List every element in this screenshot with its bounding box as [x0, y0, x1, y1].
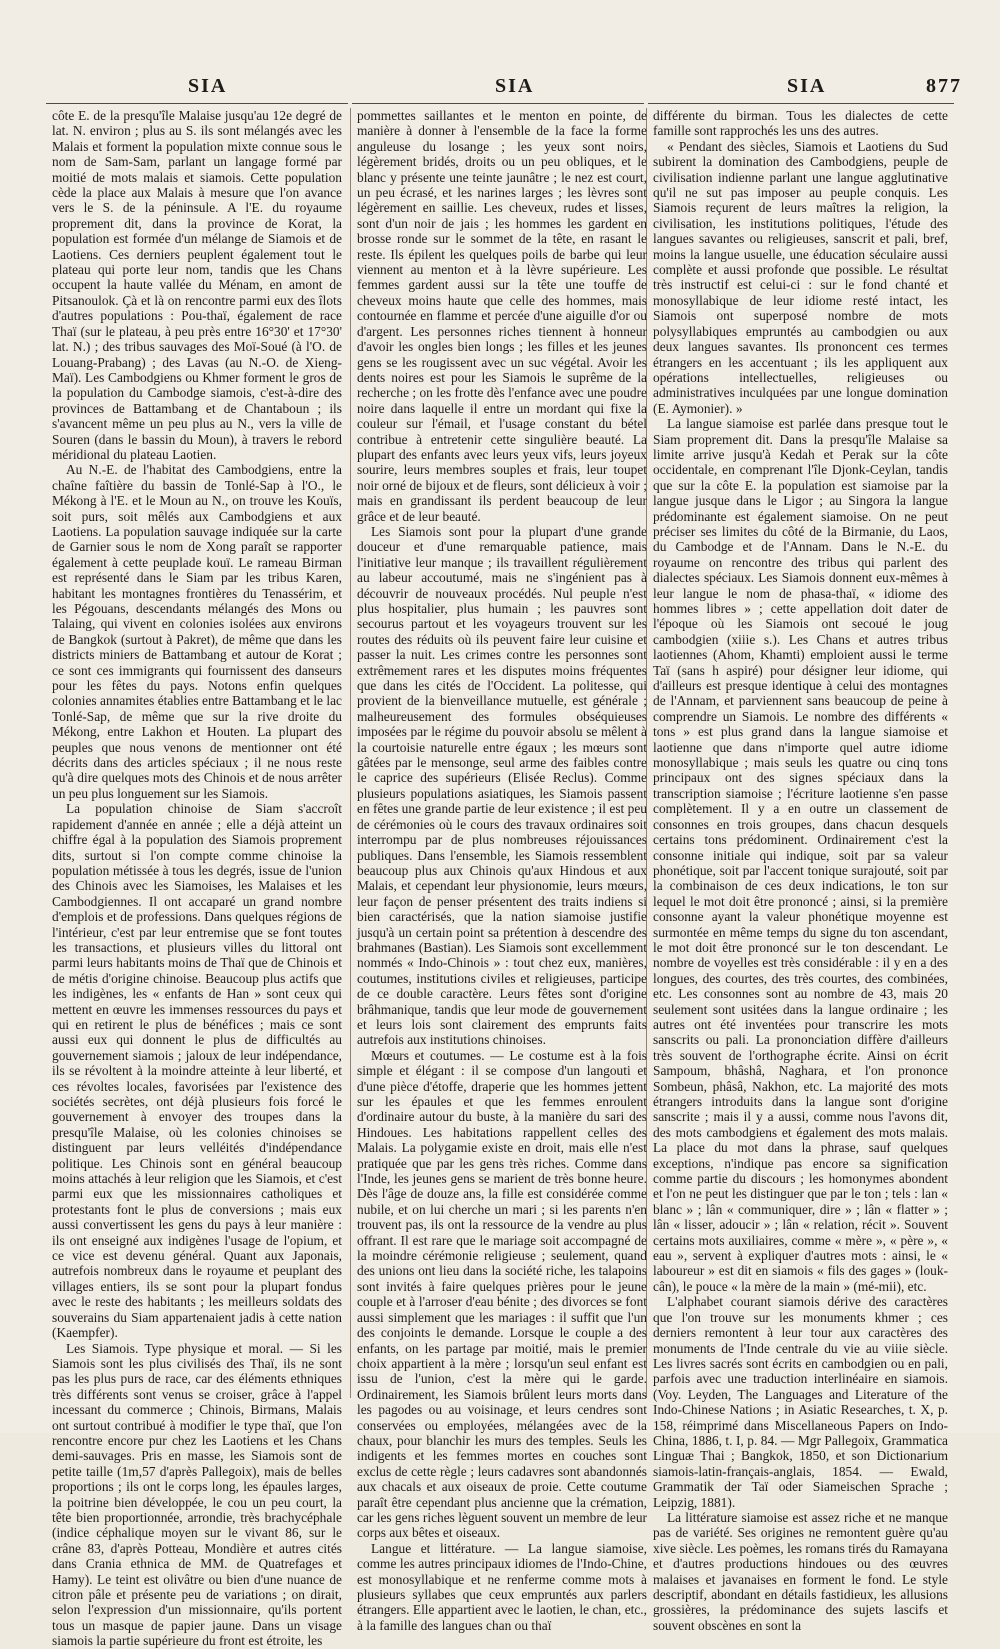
paragraph: côte E. de la presqu'île Malaise jusqu'au 12e degré de lat. N. environ ; plus au S. ils sont mélangés avec les Malais et forment la population mixte connue sous le nom de Sam-Sam, parlant un langage formé par moitié de mots malais et siamois. Cette population cède la place aux Malais à mesure que l'on avance vers le S. de la péninsule. A l'E. du royaume proprement dit, dans la province de Korat, la population est formée d'un mélange de Siamois et de Laotiens. Ces derniers peuplent également tout le plateau qui porte leur nom, tandis que les Chans occupent la haute vallée du Ménam, en amont de Pitsanoulok. Çà et là on rencontre parmi eux des îlots d'autres populations : Pou-thaï, également de race Thaï (sur le plateau, à peu près entre 16°30' et 17°30' lat. N.) ; des tribus sauvages des Moï-Soué (à l'O. de Louang-Prabang) ; des Lavas (au N.-O. de Xieng-Maï). Les Cambodgiens ou Khmer forment le gros de la population du Cambodge siamois, c'est-à-dire des provinces de Battambang et de Chantaboun ; ils s'avancent même un peu plus au N., vers la ville de Souren (dans le bassin du Moun), à travers le rebord méridional du plateau Laotien. [52, 108, 342, 462]
header-left: SIA [188, 75, 228, 97]
text-column-left [52, 108, 342, 1649]
paragraph: Mœurs et coutumes. — Le costume est à la fois simple et élégant : il se compose d'un langouti et d'une pièce d'étoffe, draperie que les hommes jettent sur les épaules et que les femmes enroulent d'ordinaire autour du buste, à la manière du sari des Hindoues. Les habitations rappellent celles des Malais. La polygamie existe en droit, mais elle n'est pratiquée que par les gens très riches. Comme dans l'Inde, les jeunes gens se marient de très bonne heure. Dès l'âge de douze ans, la fille est considérée comme nubile, et on lui cherche un mari ; si les parents n'en trouvent pas, ils ont la ressource de la vendre au plus offrant. Il est rare que le mariage soit accompagné de la moindre cérémonie religieuse ; seulement, quand des unions ont lieu dans la société riche, les talapoins sont invités à faire quelques prières pour le jeune couple et à l'arroser d'eau bénite ; des divorces se font aussi simplement que les mariages : il suffit que l'un des conjoints le demande. Lorsque le couple a des enfants, on les partage par moitié, mais le premier choix appartient à la mère ; lorsqu'un seul enfant est issu de l'union, c'est la mère qui le garde. Ordinairement, les Siamois brûlent leurs morts dans les pagodes ou au voisinage, et leurs cendres sont conservées ou employées, mélangées avec de la chaux, pour blanchir les murs des temples. Seuls les indigents et les femmes mortes en couches sont exclus de cette règle ; leurs cadavres sont abandonnés aux chacals et aux oiseaux de proie. Cette coutume paraît être cependant plus ancienne que la crémation, car les gens riches lèguent souvent un membre de leur corps aux bêtes et oiseaux. [357, 1047, 647, 1541]
paragraph: « Pendant des siècles, Siamois et Laotiens du Sud subirent la domination des Cambodgiens, peuple de civilisation indienne parlant une langue agglutinative qu'il ne sut pas imposer au peuple conquis. Les Siamois reçurent de leurs maîtres la religion, la civilisation, les institutions politiques, l'étude des langues savantes ou religieuses, sanscrit et pali, bref, moins la langue usuelle, une éducation séculaire aussi complète et aussi profonde que possible. Le résultat très instructif est celui-ci : sur le fond chanté et monosyllabique de leur idiome resté intact, les Siamois ont superposé nombre de mots polysyllabiques empruntés au cambodgien ou aux deux langues savantes. Ils prononcent ces termes étrangers en les accentuant ; ils les appliquent aux opérations intellectuelles, religieuses ou administratives inculquées par une longue domination (E. Aymonier). » [653, 138, 948, 416]
paragraph: pommettes saillantes et le menton en pointe, de manière à donner à l'ensemble de la face la forme anguleuse du losange ; les yeux sont noirs, légèrement bridés, droits ou un peu obliques, et le blanc y présente une teinte jaunâtre ; le nez est court, un peu écrasé, et les narines larges ; les lèvres sont légèrement en saillie. Les cheveux, rudes et lisses, sont d'un noir de jais ; les hommes les gardent en brosse ronde sur le sommet de la tête, en rasant le reste. Ils épilent les quelques poils de barbe qui leur viennent au menton et à la lèvre supérieure. Les femmes gardent aussi sur la tête une touffe de cheveux moins haute que celle des hommes, mais contournée en flamme et percée d'une aiguille d'or ou d'argent. Les personnes riches tiennent à honneur d'avoir les ongles bien longs ; les filles et les jeunes gens se les rougissent avec un suc végétal. Avoir les dents noires est pour les Siamois le suprême de la recherche ; on les frotte dès l'enfance avec une poudre noire dans laquelle il entre un mordant qui fixe la couleur sur l'émail, et l'usage constant du bétel contribue à entretenir cette singulière beauté. La plupart des enfants avec leurs yeux vifs, leurs joyeux sourire, leurs membres souples et frais, leur toupet noir orné de bijoux et de fleurs, sont délicieux à voir ; mais en grandissant ils perdent beaucoup de leur grâce et de leur beauté. [357, 108, 647, 524]
running-header [30, 75, 970, 103]
paragraph: Au N.-E. de l'habitat des Cambodgiens, entre la chaîne faîtière du bassin de Tonlé-Sap à l'O., le Mékong à l'E. et le Moun au N., on trouve les Kouïs, soit purs, soit mêlés aux Cambodgiens et aux Laotiens. La population sauvage indiquée sur la carte de Garnier sous le nom de Xong paraît se rapporter également à cette peuplade kouï. Le rameau Birman est représenté dans le Siam par les tribus Karen, habitant les montagnes frontières du Tenassérim, et les Pégouans, descendants mélangés des Mons ou Talaing, qui vivent en colonies isolées aux environs de Bangkok (surtout à Pakret), de même que dans les districts miniers de Battambang et autour de Korat ; ce sont ces immigrants qui fournissent des danseurs pour les fêtes du pays. Notons enfin quelques colonies annamites établies entre Battambang et le lac Tonlé-Sap, de même que sur la rive droite du Mékong, entre Lakhon et Houten. La plupart des peuples que nous venons de mentionner ont été décrits dans des articles spéciaux ; il ne nous reste qu'à dire quelques mots des Chinois et de nous arrêter un peu plus longuement sur les Siamois. [52, 462, 342, 801]
header-rule-left [46, 103, 348, 104]
paragraph: différente du birman. Tous les dialectes de cette famille sont rapprochés les uns des autres. [653, 108, 948, 139]
paragraph: La langue siamoise est parlée dans presque tout le Siam proprement dit. Dans la presqu'île Malaise sa limite arrive jusqu'à Kedah et Perak sur la côte occidentale, en comprenant l'île Djonk-Ceylan, tandis que sur la côte E. la population est siamoise par la langue jusque dans le Ligor ; au Singora la langue prédominante est également siamoise. On ne peut préciser ses limites du côté de la Birmanie, du Laos, du Cambodge et de l'Annam. Dans le N.-E. du royaume on rencontre des tribus qui parlent des dialectes spéciaux. Les Siamois donnent eux-mêmes à leur langue le nom de phasa-thaï, « idiome des hommes libres » ; cette appellation doit dater de l'époque où les Siamois ont secoué le joug cambodgien (xiiie s.). Les Chans et autres tribus laotiennes (Ahom, Khamti) emploient aussi le terme Taï (sans h aspiré) pour désigner leur idiome, qui d'ailleurs est presque identique à celui des montagnes de l'Annam, et parviennent sans beaucoup de peine à comprendre un Siamois. Le nombre des différents « tons » est plus grand dans la langue siamoise et laotienne que dans n'importe quel autre idiome monosyllabique ; mais seuls les quatre ou cinq tons principaux ont des signes spéciaux dans la transcription siamoise ; l'écriture laotienne s'en passe complètement. Il y a en outre un classement de consonnes en trois groupes, dans chacun desquels certains tons prédominent. Ordinairement c'est la consonne initiale qui indique, soit par sa valeur phonétique, soit par l'accent tonique surajouté, soit par la combinaison de ces deux indications, le ton sur lequel le mot doit être prononcé ; ainsi, si la première consonne ayant la valeur phonétique moyenne est surmontée en même temps du signe du ton ascendant, le mot doit être prononcé sur le ton descendant. Le nombre de voyelles est très considérable : il y en a des longues, des courtes, des très courtes, des combinées, etc. Les consonnes sont au nombre de 43, mais 20 seulement sont usitées dans la langue ordinaire ; les autres ont été inventées pour transcrire les mots sanscrits ou pali. La prononciation diffère d'ailleurs très souvent de l'orthographe écrite. Ainsi on écrit Sampoum, bhâshâ, Naghara, et l'on prononce Sombeun, phâsâ, Nakhon, etc. La majorité des mots étrangers introduits dans la langue sont d'origine sanscrite ; mais il y a aussi, comme nous l'avons dit, des mots cambodgiens et également des mots malais. La place du mot dans la phrase, sauf quelques exceptions, n'indique pas encore sa signification comme partie du discours ; les homonymes abondent et l'on ne peut les distinguer que par le ton ; tels : lan « blanc » ; lân « communiquer, dire » ; lân « flatter » ; lân « lisser, adoucir » ; lân « relation, récit ». Souvent certains mots auxiliaires, comme « mère », « père », « eau », servent à expliquer d'autres mots : ainsi, le « laboureur » est dit en siamois « fils des gages » (louk-cân), le pouce « la mère de la main » (mé-mii), etc. [653, 416, 948, 1294]
paragraph: La littérature siamoise est assez riche et ne manque pas de variété. Ses origines ne remontent guère qu'au xive siècle. Les poèmes, les romans tirés du Ramayana et d'autres productions hindoues ou des œuvres malaises et javanaises en forment le fond. Le style descriptif, abondant en détails fastidieux, les allusions grossières, la prédominance des sujets lascifs et souvent obscènes en sont la [653, 1509, 948, 1633]
text-column-right [653, 108, 948, 1633]
paragraph: Langue et littérature. — La langue siamoise, comme les autres principaux idiomes de l'Indo-Chine, est monosyllabique et ne renferme comme mots à plusieurs syllabes que ceux empruntés aux parlers étrangers. Elle appartient avec le laotien, le chan, etc., à la famille des langues chan ou thaï [357, 1540, 647, 1633]
header-rule-center [352, 103, 644, 104]
paragraph: La population chinoise de Siam s'accroît rapidement d'année en année ; elle a déjà atteint un chiffre égal à la population des Siamois proprement dits, surtout si l'on compte comme chinoise la population métissée à tous les degrés, issue de l'union des Chinois avec les Siamoises, les Malaises et les Cambodgiennes. Il ont accaparé un grand nombre d'emplois et de professions. Dans quelques régions de l'intérieur, c'est par leur entremise que se font toutes les transactions, et plusieurs villes du littoral ont parmi leurs habitants moins de Thaï que de Chinois et de métis d'origine chinoise. Beaucoup plus actifs que les indigènes, les « enfants de Han » sont ceux qui mettent en œuvre les immenses ressources du pays et qui en retirent le plus de bénéfices ; mais ce sont aussi eux qui donnent le plus de difficultés au gouvernement siamois ; jaloux de leur indépendance, ils se révoltent à la moindre atteinte à leur liberté, et ces révoltes locales, favorisées par l'existence des sociétés secrètes, ont déjà plusieurs fois forcé le gouvernement à envoyer des troupes dans la presqu'île Malaise, où les colonies chinoises se distinguent par leurs velléités d'indépendance politique. Les Chinois sont en général beaucoup moins attachés à leur religion que les Siamois, et c'est parmi eux que les missionnaires catholiques et protestants font le plus de conversions ; mais eux aussi convertissent les gens du pays à leur manière : ils ont enseigné aux indigènes l'usage de l'opium, et ce vice est devenu général. Quant aux Japonais, autrefois nombreux dans le royaume et peuplant des villages entiers, ils se sont pour la plupart fondus avec le reste des habitants ; les meilleurs soldats des souverains du Siam appartenaient jadis à cette nation (Kaempfer). [52, 801, 342, 1341]
paragraph: L'alphabet courant siamois dérive des caractères que l'on trouve sur les monuments khmer ; ces derniers remontent à leur tour aux caractères des monuments de l'Inde centrale du vie au viiie siècle. Les livres sacrés sont écrits en cambodgien ou en pali, parfois avec une traduction interlinéaire en siamois. (Voy. Leyden, The Languages and Literature of the Indo-Chinese Nations ; in Asiatic Researches, t. X, p. 158, réimprimé dans Miscellaneous Papers on Indo-China, 1886, t. I, p. 84. — Mgr Pallegoix, Grammatica Linguæ Thai ; Bangkok, 1850, et son Dictionarium siamois-latin-français-anglais, 1854. — Ewald, Grammatik der Taï oder Siameischen Sprache ; Leipzig, 1881). [653, 1294, 948, 1510]
paragraph: Les Siamois. Type physique et moral. — Si les Siamois sont les plus civilisés des Thaï, ils ne sont pas les plus purs de race, car des éléments ethniques très différents sont venus se croiser, grâce à l'appel incessant du commerce ; Chinois, Birmans, Malais ont surtout contribué à modifier le type thaï, que l'on rencontre encore pur chez les Laotiens et les Chans demi-sauvages. Pris en masse, les Siamois sont de petite taille (1m,57 d'après Pallegoix), mais de belles proportions ; ils ont le corps long, les épaules larges, la poitrine bien développée, le cou un peu court, la tête bien proportionnée, arrondie, très brachycéphale (indice céphalique moyen sur le vivant 86, sur le crâne 83, d'après Potteau, Mondière et autres cités dans Crania ethnica de MM. de Quatrefages et Hamy). Le teint est olivâtre ou bien d'une nuance de citron pâle et présente peu de variations ; on dirait, selon l'expression d'un missionnaire, qu'ils portent tous un masque de papier jaune. Dans un visage siamois la partie supérieure du front est étroite, les [52, 1340, 342, 1649]
paragraph: Les Siamois sont pour la plupart d'une grande douceur et d'une remarquable patience, mais l'initiative leur manque ; ils travaillent régulièrement au labeur accoutumé, mais ne s'ingénient pas à découvrir de nouveaux procédés. Nul peuple n'est plus hospitalier, plus humain ; les pauvres sont secourus partout et les voyageurs trouvent sur les routes des réduits où ils peuvent faire leur cuisine et passer la nuit. Les crimes contre les personnes sont extrêmement rares et les disputes moins fréquentes que dans les cités de l'Occident. La politesse, qui provient de la bienveillance mutuelle, est générale ; malheureusement des formules obséquieuses imposées par le régime du pouvoir absolu se mêlent à la courtoisie naturelle entre égaux ; les mœurs sont gâtées par le mensonge, seul arme des faibles contre le caprice des supérieurs (Elisée Reclus). Comme plusieurs populations asiatiques, les Siamois passent en fêtes une grande partie de leur existence ; il est peu de cérémonies où le cours des travaux ordinaires soit interrompu par de plus nombreuses réjouissances publiques. Dans l'ensemble, les Siamois ressemblent beaucoup plus aux Chinois qu'aux Hindous et aux Malais, et cependant leur physionomie, leurs mœurs, leur façon de penser présentent des traits indiens si bien caractérisés, que la nation siamoise justifie jusqu'à un certain point sa prétention à descendre des brahmanes (Bastian). Les Siamois sont excellemment nommés « Indo-Chinois » : tout chez eux, manières, coutumes, institutions civiles et religieuses, participe de ce double caractère. Leurs fêtes sont d'origine brâhmanique, tandis que leur mode de gouvernement et leurs lois sont clairement des emprunts faits autrefois aux institutions chinoises. [357, 523, 647, 1048]
page-number: 877 [926, 75, 962, 97]
header-center: SIA [495, 75, 535, 97]
column-divider [350, 108, 351, 1398]
header-right: SIA [787, 75, 827, 97]
header-rule-right [648, 103, 954, 104]
text-column-center [357, 108, 647, 1633]
